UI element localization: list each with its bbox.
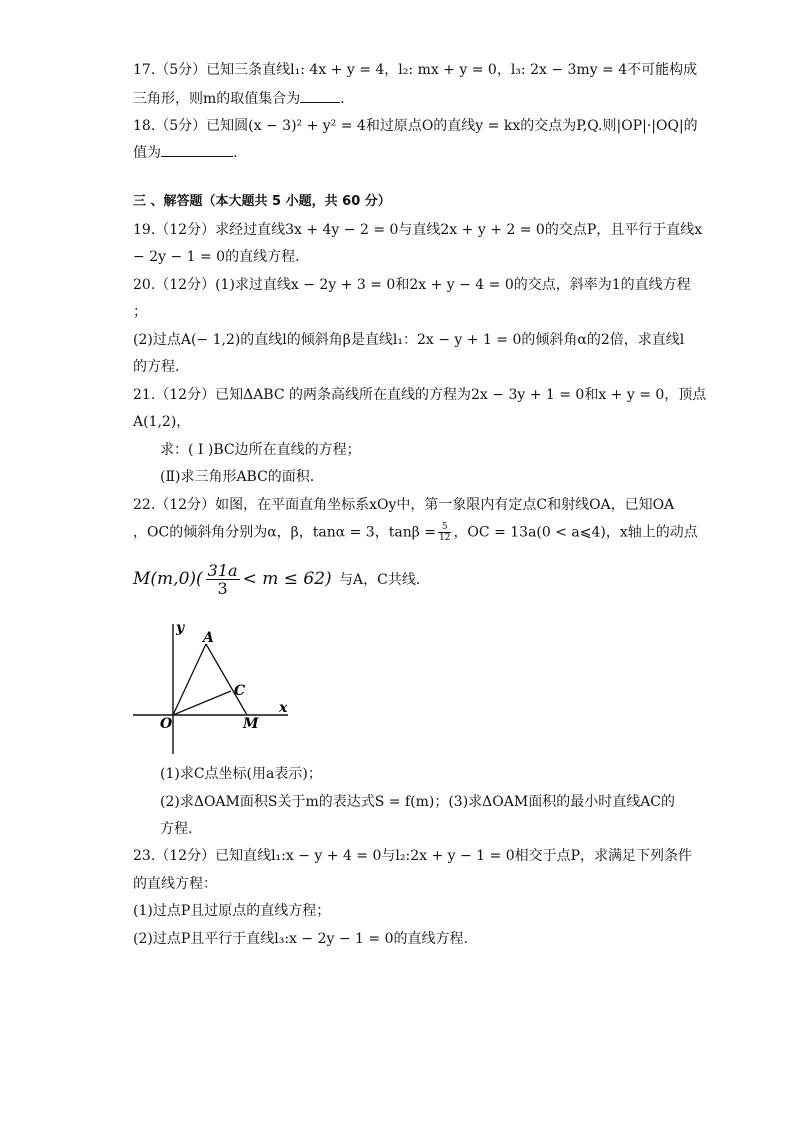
- formula-after-text: 与A，C共线.: [339, 572, 421, 588]
- q17-end: .: [340, 91, 345, 107]
- q23-line-3: (1)过点P且过原点的直线方程；: [133, 903, 331, 919]
- q20-line-2: ；: [133, 304, 147, 320]
- formula-left: M(m,0)(: [133, 569, 203, 589]
- segment-am: [206, 644, 247, 715]
- q21-line-1: 21.（12分）已知ΔABC 的两条高线所在直线的方程为2x − 3y + 1 = 0和x + y = 0，顶点: [133, 387, 707, 403]
- formula-numerator: 31a: [207, 561, 238, 580]
- answer-blank: [161, 142, 233, 157]
- q22-line-2-b: ，OC = 13a(0 < a⩽4)，x轴上的动点: [453, 524, 698, 541]
- q23-line-4: (2)过点P且平行于直线l₃:x − 2y − 1 = 0的直线方程.: [133, 931, 468, 947]
- formula-right: < m ≤ 62): [242, 569, 332, 589]
- fraction-numerator: 5: [438, 522, 451, 533]
- q20-line-1: 20.（12分）(1)求过直线x − 2y + 3 = 0和2x + y − 4 = 0的交点，斜率为1的直线方程: [133, 277, 691, 293]
- tan-beta-fraction: [438, 522, 451, 543]
- q22-line-2-a: ，OC的倾斜角分别为α，β，tanα = 3，tanβ =: [133, 524, 436, 541]
- q19-line-1: 19.（12分）求经过直线3x + 4y − 2 = 0与直线2x + y + 2 = 0的交点P，且平行于直线x: [133, 222, 703, 238]
- q18-line-2-text: 值为: [133, 145, 161, 161]
- label-y: y: [176, 620, 185, 636]
- q21-line-2: A(1,2)，: [133, 414, 191, 430]
- q23-line-2: 的直线方程：: [133, 876, 217, 892]
- q17-line-2: [133, 88, 345, 109]
- q20-line-4: 的方程.: [133, 359, 180, 375]
- q22-sub-2: (2)求ΔOAM面积S关于m的表达式S = f(m)；(3)求ΔOAM面积的最小时直线AC的: [160, 794, 676, 810]
- label-o: O: [160, 716, 173, 732]
- q17-line-1: 17.（5分）已知三条直线l₁: 4x + y = 4，l₂: mx + y = 0，l₃: 2x − 3my = 4不可能构成: [133, 62, 698, 78]
- q23-line-1: 23.（12分）已知直线l₁:x − y + 4 = 0与l₂:2x + y − 1 = 0相交于点P，求满足下列条件: [133, 848, 693, 864]
- q22-formula: [133, 562, 420, 597]
- coordinate-figure: [128, 614, 298, 764]
- label-a: A: [203, 630, 214, 646]
- label-c: C: [234, 683, 246, 699]
- q21-line-4: (Ⅱ)求三角形ABC的面积.: [160, 469, 315, 485]
- q20-line-3: (2)过点A(− 1,2)的直线l的倾斜角β是直线l₁：2x − y + 1 = 0的倾斜角α的2倍，求直线l: [133, 332, 685, 348]
- q22-line-1: 22.（12分）如图，在平面直角坐标系xOy中，第一象限内有定点C和射线OA，已知OA: [133, 497, 675, 513]
- q22-sub-3: 方程.: [160, 821, 193, 837]
- formula-fraction: [206, 562, 240, 597]
- formula-denominator: 3: [217, 579, 228, 598]
- label-x: x: [279, 700, 288, 716]
- section-heading: 三 、解答题（本大题共 5 小题，共 60 分）: [133, 194, 391, 209]
- q17-line-2-text: 三角形，则m的取值集合为: [133, 91, 301, 107]
- q18-line-2: [133, 142, 237, 163]
- segment-oc: [173, 691, 231, 715]
- q18-end: .: [233, 145, 238, 161]
- q22-line-2: [133, 522, 698, 543]
- segment-oa: [173, 644, 206, 715]
- label-m: M: [243, 716, 259, 732]
- fraction-denominator: 12: [438, 533, 451, 543]
- q22-sub-1: (1)求C点坐标(用a表示)；: [160, 766, 322, 782]
- q21-line-3: 求：( I )BC边所在直线的方程；: [160, 442, 361, 458]
- q19-line-2: − 2y − 1 = 0的直线方程.: [133, 249, 300, 265]
- answer-blank: [300, 88, 340, 103]
- q18-line-1: 18.（5分）已知圆(x − 3)² + y² = 4和过原点O的直线y = kx的交点为P,Q.则|OP|·|OQ|的: [133, 118, 698, 134]
